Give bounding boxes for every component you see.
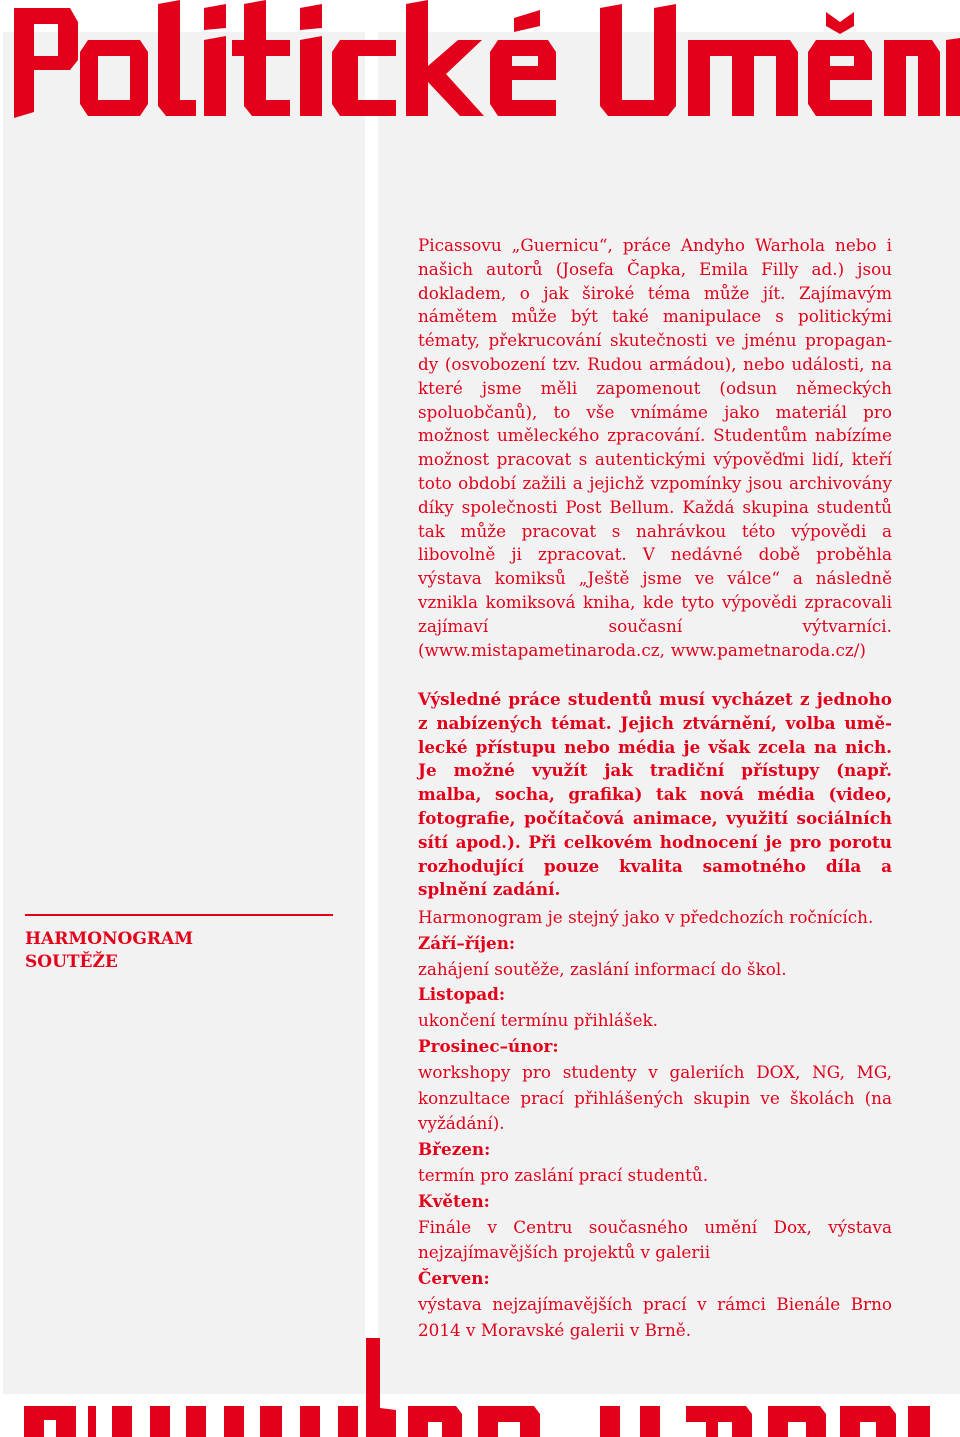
schedule-list: [418, 905, 892, 1344]
schedule-item-text: termín pro zaslání prací studentů.: [418, 1164, 709, 1185]
schedule-item-text: výstava nejzajímavějších prací v rámci Bienále Brno 2014 v Moravské galerii v Brně.: [418, 1293, 892, 1340]
schedule-intro: Harmonogram je stejný jako v předchozích ročnících.: [418, 907, 874, 927]
requirements-paragraph: Výsledné práce studentů musí vycházet z jednoho z nabízených témat. Jejich ztvárnění, volba umělecké přístupu nebo média je však zcela na nich. Je možné využít jak tradiční přístupy (např. malba, socha, grafika) tak nová média (video, fotografie, počítačová animace, využití sociálních sítí apod.). Při celkovém hodnocení je pro porotu rozhodující pouze kvalita samotného díla a splnění zadání.: [418, 689, 892, 900]
schedule-item-label: Červen:: [418, 1268, 490, 1289]
logotype-graphic-bottom: [0, 1338, 960, 1437]
schedule-item-label: Březen:: [418, 1139, 491, 1160]
intro-paragraph: Picassovu „Guernicu“, práce Andyho Warhola nebo i našich autorů (Josefa Čapka, Emila Filly ad.) jsou dokladem, o jak široké téma může jít. Zajímavým námětem může být také manipulace s politickými tématy, překrucování skutečnosti ve jménu propagandy (osvobození tzv. Rudou armádou), nebo události, na které jsme měli zapomenout (odsun německých spoluobčanů), to vše vnímáme jako materiál pro možnost uměleckého zpracování. Studentům nabízíme možnost pracovat s autentickými výpověďmi lidí, kteří toto období zažili a jejichž vzpomínky jsou archivovány díky společnosti Post Bellum. Každá skupina studentů tak může pracovat s nahrávkou této výpovědi a libovolně ji zpracovat. V nedávné době proběhla výstava komiksů „Ještě jsme ve válce“ a následně vznikla komiksová kniha, kde tyto výpovědi zpracovali zajímaví současní výtvarníci. (www.mistapametinaroda.cz, www.pametnaroda.cz/): [418, 235, 892, 660]
schedule-item-label: Září–říjen:: [418, 932, 516, 953]
schedule-item-label: Listopad:: [418, 984, 506, 1005]
logotype-graphic: [0, 0, 960, 130]
brand-logotype-top: [0, 0, 960, 130]
schedule-title: HARMONOGRAM SOUTĚŽE: [25, 929, 194, 972]
schedule-section-label: [25, 914, 335, 974]
section-rule: [25, 914, 333, 916]
schedule-item-text: zahájení soutěže, zaslání informací do škol.: [418, 958, 787, 979]
left-panel: [3, 32, 365, 1394]
schedule-item-label: Květen:: [418, 1190, 490, 1211]
schedule-item-text: workshopy pro studenty v galeriích DOX, NG, MG, konzultace prací přihlášených skupin ve školách (na vyžádání).: [418, 1061, 892, 1134]
brand-logotype-bottom: [0, 1338, 960, 1437]
schedule-item-label: Prosinec–únor:: [418, 1035, 559, 1056]
schedule-item-text: Finále v Centru současného umění Dox, výstava nejzajímavějších projektů v galerii: [418, 1216, 892, 1263]
schedule-item-text: ukončení termínu přihlášek.: [418, 1010, 659, 1031]
